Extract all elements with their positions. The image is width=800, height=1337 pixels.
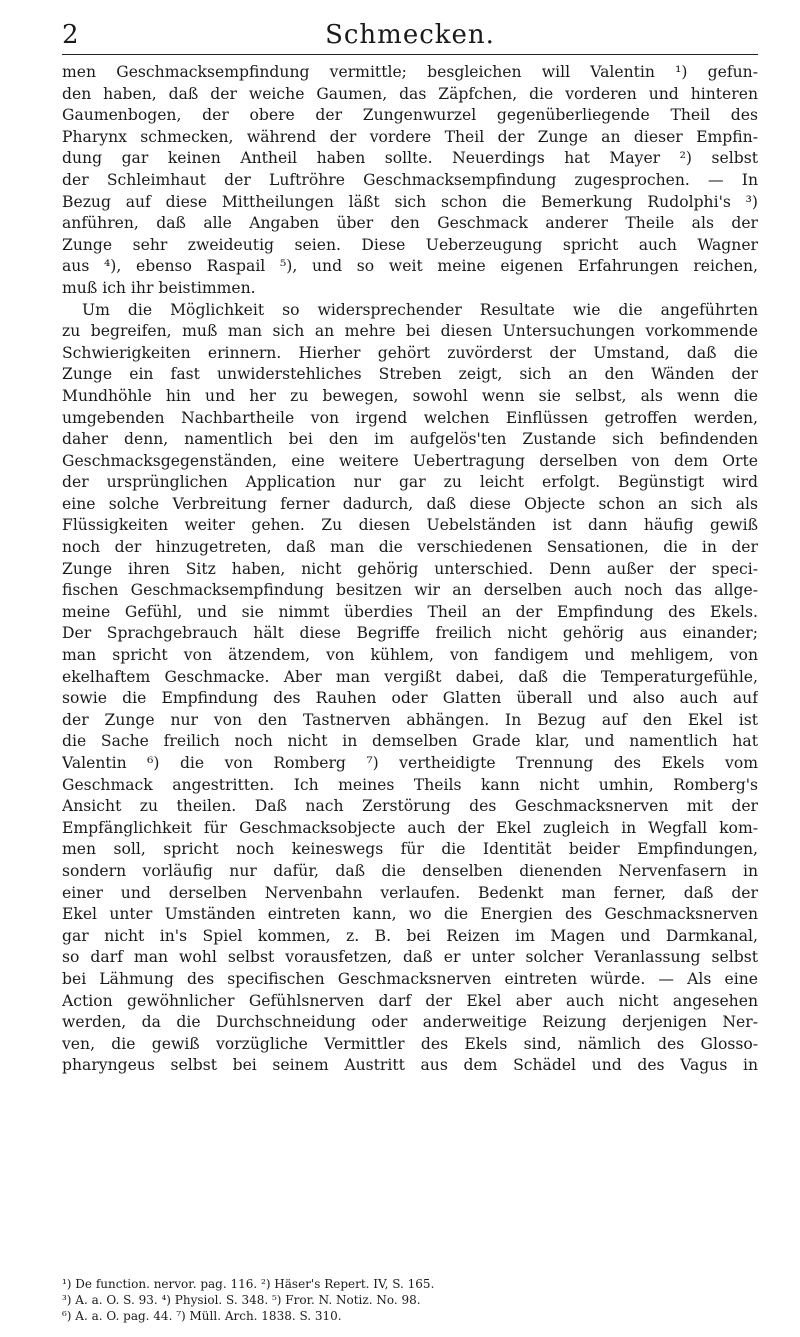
footnote: ³) A. a. O. S. 93. ⁴) Physiol. S. 348. ⁵) Fror. N. Notiz. No. 98. — [62, 1293, 421, 1307]
text-line: Zunge ein fast unwiderstehliches Streben zeigt, sich an den Wänden der — [62, 365, 758, 384]
header-rule — [62, 54, 758, 55]
text-line: men soll, spricht noch keineswegs für die Identität beider Empfindungen, — [62, 840, 758, 859]
footnote: ⁶) A. a. O. pag. 44. ⁷) Müll. Arch. 1838. S. 310. — [62, 1309, 342, 1323]
text-line: fischen Geschmacksempfindung besitzen wir an derselben auch noch das allge- — [62, 581, 758, 600]
text-line: Zunge ihren Sitz haben, nicht gehörig unterschied. Denn außer der speci- — [62, 559, 758, 578]
text-line: aus ⁴), ebenso Raspail ⁵), und so weit meine eigenen Erfahrungen reichen, — [62, 257, 758, 276]
page-number: 2 — [62, 20, 79, 50]
text-line: Mundhöhle hin und her zu bewegen, sowohl wenn sie selbst, als wenn die — [62, 386, 758, 405]
text-line: ekelhaftem Geschmacke. Aber man vergißt dabei, daß die Temperaturgefühle, — [62, 667, 758, 686]
text-line: der Schleimhaut der Luftröhre Geschmacksempfindung zugesprochen. — In — [62, 170, 758, 189]
running-title: Schmecken. — [325, 20, 495, 50]
footnote: ¹) De function. nervor. pag. 116. ²) Häser's Repert. IV, S. 165. — [62, 1277, 435, 1291]
text-line: noch der hinzugetreten, daß man die verschiedenen Sensationen, die in der — [62, 538, 758, 557]
text-line: meine Gefühl, und sie nimmt überdies Theil an der Empfindung des Ekels. — [62, 602, 758, 621]
text-line: pharyngeus selbst bei seinem Austritt aus dem Schädel und des Vagus in — [62, 1056, 758, 1075]
text-line: ven, die gewiß vorzügliche Vermittler des Ekels sind, nämlich des Glosso- — [62, 1034, 758, 1053]
text-line: dung gar keinen Antheil haben sollte. Neuerdings hat Mayer ²) selbst — [62, 149, 758, 168]
text-line: Ekel unter Umständen eintreten kann, wo die Energien des Geschmacksnerven — [62, 905, 758, 924]
text-line: der ursprünglichen Application nur gar zu leicht erfolgt. Begünstigt wird — [62, 473, 758, 492]
body-text — [62, 62, 758, 1077]
text-line: bei Lähmung des specifischen Geschmacksnerven eintreten würde. — Als eine — [62, 969, 758, 988]
text-line: Flüssigkeiten weiter gehen. Zu diesen Uebelständen ist dann häufig gewiß — [62, 516, 758, 535]
text-line: eine solche Verbreitung ferner dadurch, daß diese Objecte schon an sich als — [62, 494, 758, 513]
text-line: Ansicht zu theilen. Daß nach Zerstörung des Geschmacksnerven mit der — [62, 797, 758, 816]
text-line: man spricht von ätzendem, von kühlem, von fandigem und mehligem, von — [62, 646, 758, 665]
text-line: der Zunge nur von den Tastnerven abhängen. In Bezug auf den Ekel ist — [62, 710, 758, 729]
text-line: werden, da die Durchschneidung oder anderweitige Reizung derjenigen Ner- — [62, 1013, 758, 1032]
text-line: Action gewöhnlicher Gefühlsnerven darf der Ekel aber auch nicht angesehen — [62, 991, 758, 1010]
text-line: Geschmacksgegenständen, eine weitere Uebertragung derselben von dem Orte — [62, 451, 758, 470]
text-line: so darf man wohl selbst vorausfetzen, daß er unter solcher Veranlassung selbst — [62, 948, 758, 967]
text-line: gar nicht in's Spiel kommen, z. B. bei Reizen im Magen und Darmkanal, — [62, 926, 758, 945]
text-line: sondern vorläufig nur dafür, daß die denselben dienenden Nervenfasern in — [62, 861, 758, 880]
text-line: Pharynx schmecken, während der vordere Theil der Zunge an dieser Empfin- — [62, 127, 758, 146]
text-line: Der Sprachgebrauch hält diese Begriffe freilich nicht gehörig aus einander; — [62, 624, 758, 643]
text-line: einer und derselben Nervenbahn verlaufen. Bedenkt man ferner, daß der — [62, 883, 758, 902]
text-line: Gaumenbogen, der obere der Zungenwurzel gegenüberliegende Theil des — [62, 106, 758, 125]
text-line: daher denn, namentlich bei den im aufgelös'ten Zustande sich befindenden — [62, 430, 758, 449]
page-header — [62, 20, 758, 54]
text-line: sowie die Empfindung des Rauhen oder Glatten überall und also auch auf — [62, 689, 758, 708]
text-line: Geschmack angestritten. Ich meines Theils kann nicht umhin, Romberg's — [62, 775, 758, 794]
text-line: anführen, daß alle Angaben über den Geschmack anderer Theile als der — [62, 214, 758, 233]
text-line: Schwierigkeiten erinnern. Hierher gehört zuvörderst der Umstand, daß die — [62, 343, 758, 362]
text-line: umgebenden Nachbartheile von irgend welchen Einflüssen getroffen werden, — [62, 408, 758, 427]
text-line: Valentin ⁶) die von Romberg ⁷) vertheidigte Trennung des Ekels vom — [62, 754, 758, 772]
text-line: Zunge sehr zweideutig seien. Diese Ueberzeugung spricht auch Wagner — [62, 235, 758, 254]
text-line: die Sache freilich noch nicht in demselben Grade klar, und namentlich hat — [62, 732, 758, 751]
text-line: zu begreifen, muß man sich an mehre bei diesen Untersuchungen vorkommende — [62, 322, 758, 341]
text-line: Bezug auf diese Mittheilungen läßt sich schon die Bemerkung Rudolphi's ³) — [62, 192, 758, 211]
text-line: muß ich ihr beistimmen. — [62, 278, 256, 297]
footnotes — [62, 1276, 758, 1324]
text-line: Um die Möglichkeit so widersprechender Resultate wie die angeführten — [82, 300, 758, 319]
text-line: men Geschmacksempfindung vermittle; besgleichen will Valentin ¹) gefun- — [62, 63, 758, 81]
text-line: Empfänglichkeit für Geschmacksobjecte auch der Ekel zugleich in Wegfall kom- — [62, 818, 758, 837]
text-line: den haben, daß der weiche Gaumen, das Zäpfchen, die vorderen und hinteren — [62, 84, 758, 103]
